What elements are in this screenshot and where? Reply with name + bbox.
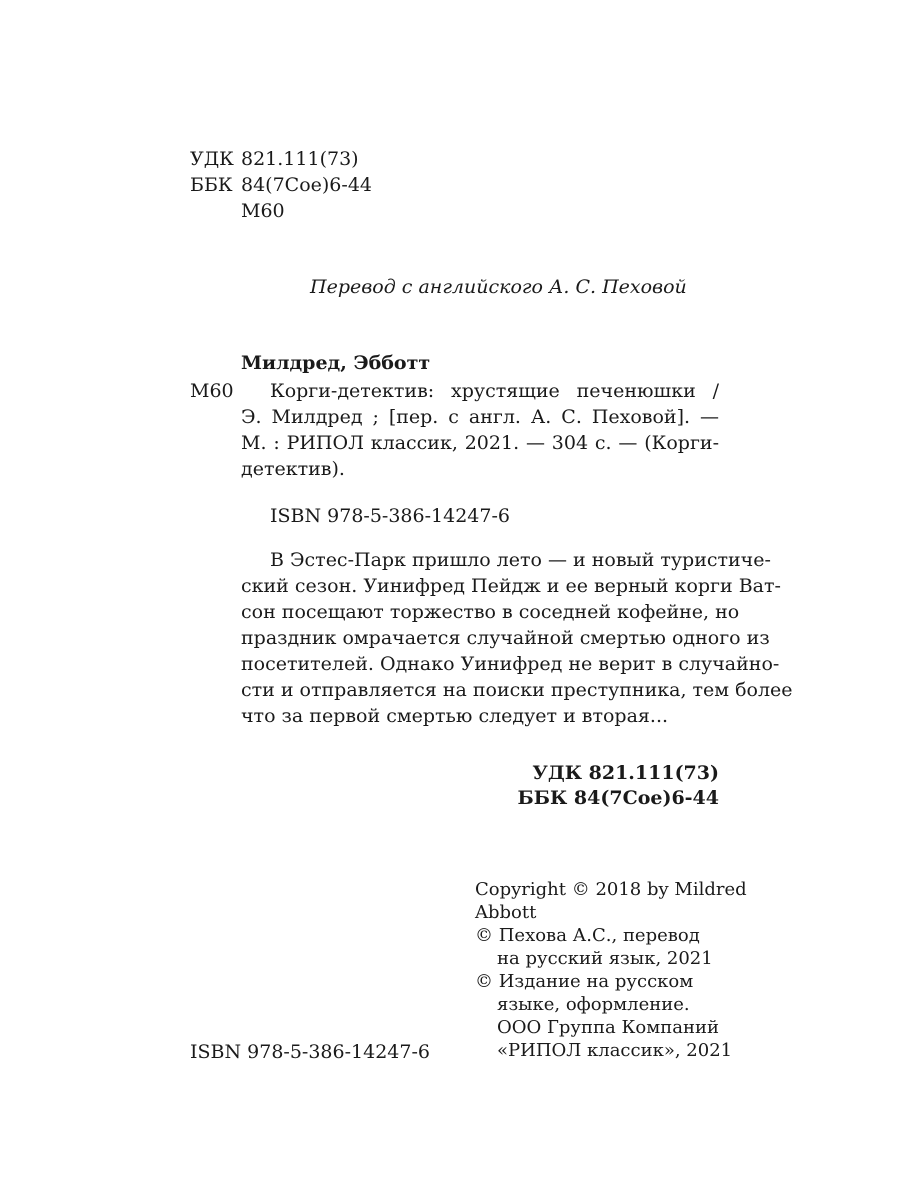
right-udk: УДК 821.111(73) xyxy=(532,762,719,784)
copyright-line: Copyright © 2018 by Mildred xyxy=(475,879,747,900)
copyright-line: © Пехова А.С., перевод xyxy=(475,925,700,946)
catalog-isbn: ISBN 978-5-386-14247-6 xyxy=(270,505,510,527)
author-mark: М60 xyxy=(241,200,285,222)
copyright-line: на русский язык, 2021 xyxy=(497,948,713,969)
annotation-line: В Эстес-Парк пришло лето — и новый туристиче- xyxy=(270,549,771,571)
bbk-value: 84(7Сое)6-44 xyxy=(241,174,372,196)
copyright-line: языке, оформление. xyxy=(497,994,690,1015)
annotation-line: что за первой смертью следует и вторая... xyxy=(241,705,669,727)
annotation-line: праздник омрачается случайной смертью одного из xyxy=(241,627,770,649)
catalog-description xyxy=(241,378,719,482)
copyright-line: © Издание на русском xyxy=(475,971,694,992)
udk-label: УДК xyxy=(190,148,234,170)
right-bbk: ББК 84(7Сое)6-44 xyxy=(517,787,719,809)
translation-credit: Перевод с английского А. С. Пеховой xyxy=(310,276,687,298)
catalog-author-mark: М60 xyxy=(190,380,234,402)
copyright-line: ООО Группа Компаний xyxy=(497,1017,719,1038)
catalog-line: Корги-детектив: хрустящие печенюшки / xyxy=(270,380,719,402)
udk-value: 821.111(73) xyxy=(241,148,359,170)
catalog-heading: Милдред, Эбботт xyxy=(241,352,431,374)
catalog-line: детектив). xyxy=(241,458,345,480)
annotation xyxy=(241,547,793,729)
bbk-label: ББК xyxy=(190,174,233,196)
annotation-line: посетителей. Однако Уинифред не верит в случайно- xyxy=(241,653,780,675)
copyright-line: Abbott xyxy=(475,902,537,923)
annotation-line: сти и отправляется на поиски преступника, тем более xyxy=(241,679,793,701)
copyright-line: «РИПОЛ классик», 2021 xyxy=(497,1040,733,1061)
catalog-line: Э. Милдред ; [пер. с англ. А. С. Пеховой]. — xyxy=(241,406,719,428)
annotation-line: сон посещают торжество в соседней кофейне, но xyxy=(241,601,740,623)
copyright-block xyxy=(475,878,747,1062)
annotation-line: ский сезон. Уинифред Пейдж и ее верный корги Ват- xyxy=(241,575,781,597)
catalog-line: М. : РИПОЛ классик, 2021. — 304 с. — (Корги- xyxy=(241,432,719,454)
bottom-isbn: ISBN 978-5-386-14247-6 xyxy=(190,1041,430,1063)
